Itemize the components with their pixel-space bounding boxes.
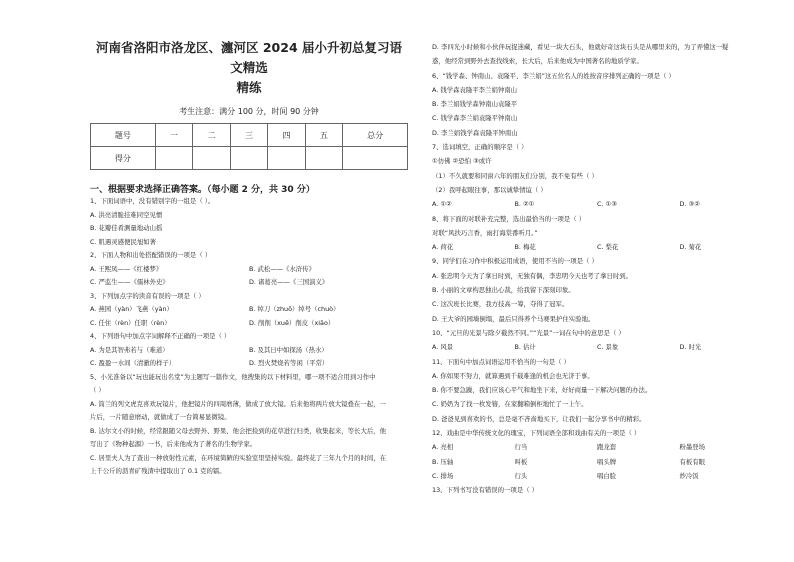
option: C. 钱学森李兰娟袁隆平钟南山 [432, 114, 518, 123]
score-cell[interactable] [230, 147, 267, 170]
option-continued: 写出了《物种起源》一书，后来他成为了著名的生物学家。 [90, 440, 257, 448]
score-header-row [91, 124, 408, 147]
question-13: 13、下列书写没有错误的一项是（ ） [432, 486, 539, 495]
option: B. 小丽的文章构思独出心裁，给我留下深刻印象。 [432, 286, 575, 295]
question-10: 10、“元旦的光景与除夕截然不同。”“光景”一词在句中的意思是（ ） [432, 328, 625, 337]
score-header-cell: 四 [268, 124, 305, 147]
option: B. 李兰娟钱学森钟南山袁隆平 [432, 100, 518, 109]
option: D. 爸爸见到喜欢的书，总是毫不吝啬地买下，让我们一起分享书中的精彩。 [432, 414, 646, 423]
option-word: B. 压轴 [432, 457, 454, 466]
score-header-cell: 总分 [343, 124, 408, 147]
score-value-row [91, 147, 408, 170]
option-continued: 惑，他经常到野外去查找线索，长大后，后来他成为中国著名的地质学家。 [432, 57, 643, 66]
option: B. ②① [514, 200, 535, 209]
question-3: 3、下列加点字的读音有误的一项是（ ） [90, 291, 205, 300]
option: D. 削削（xuē）削皮（xiāo） [249, 318, 335, 327]
score-header-cell: 五 [305, 124, 342, 147]
option-continued: 上千公斤的沥青矿残渣中提取出了 0.1 克的镭。 [90, 467, 226, 475]
score-cell[interactable] [193, 147, 230, 170]
option-word: 唱头牌 [597, 457, 617, 466]
title-line-2: 精练 [236, 80, 262, 95]
option: B. 武松——《水浒传》 [249, 264, 315, 273]
option: B. 估计 [514, 343, 536, 352]
option: C. 肌遇灵感便民旭如著 [90, 237, 157, 246]
option: D. 烈火焚烧若等闲（平常） [249, 359, 329, 367]
option-word: 叫板 [514, 457, 528, 466]
couplet: 对联“风扶巧言香，雨打海棠番听月。” [432, 228, 538, 237]
exam-note: 考生注意：满分 100 分，时间 90 分钟 [179, 107, 319, 116]
option: C. 景象 [597, 343, 619, 352]
option: B. 你不要急躁，我们应该心平气和地坐下来，好好商量一下解决问题的办法。 [432, 386, 652, 395]
option: B. 达尔文小的时候，经常跟随父母去野外、野果、他会把捡到的花草进行归类，收集起来，等长大后，他 [90, 426, 387, 435]
option-row [90, 276, 408, 290]
option-row [90, 357, 408, 371]
score-cell[interactable] [343, 147, 408, 170]
option-row [90, 344, 408, 358]
question-2: 2、下面人物和出处搭配错误的一项是（ ） [90, 251, 212, 259]
option: A. 张忠明今天为了拿日时到，无独有偶，李忠明今天也考了拿日时到。 [432, 271, 633, 280]
score-header-cell: 题号 [91, 124, 156, 147]
title-line-1: 河南省洛阳市洛龙区、瀍河区 2024 届小升初总复习语文精选 [96, 40, 402, 75]
option-row [432, 340, 762, 354]
option: A. 风景 [432, 343, 454, 352]
option: C. 盈盈一水间（清澈的样子） [90, 359, 176, 367]
option: D. 诸葛亮——《三国演义》 [249, 278, 329, 286]
option: A. 燕园（yàn）飞燕（yàn） [90, 305, 173, 313]
option-row [432, 197, 762, 211]
option: B. 绰刀（zhuō）绰号（chuò） [249, 305, 340, 313]
question-11: 11、下面句中加点词语运用不恰当的一句是（ ） [432, 357, 570, 366]
option-row [90, 317, 408, 331]
score-table [90, 123, 408, 170]
option: C. 这次班长比赛，我方技高一筹，夺得了冠军。 [432, 300, 569, 309]
option: A. 你如果不努力，就算遇到千载难逢的机会也无济于事。 [432, 371, 594, 380]
option: D. 菊花 [679, 243, 702, 252]
option: A. 筒兰的列文虎克喜欢玩镜片，他把镜片的四周磨薄，做成了放大镜。后来他将两片放大镜叠在一起，一 [90, 399, 386, 408]
question-1: 1、下面词语中，没有错别字的一组是（ ）。 [90, 197, 215, 205]
question-9: 9、同学们在习作中积极运用成语，使用不当的一项是（ ） [432, 257, 598, 266]
option-continued: 片后，一片随意磨动，就做成了一台简易显微镜。 [90, 413, 231, 421]
option: A. 荷花 [432, 243, 454, 252]
option-word: 唱白脸 [597, 471, 617, 480]
option-word: 粉墨登场 [679, 443, 706, 452]
option: C. 任住（rèn）任职（rèn） [90, 318, 171, 327]
score-cell[interactable] [268, 147, 305, 170]
question-5: 5、小光准备以“玩也能玩出名堂”为主题写一篇作文，他搜集的以下材料里，哪一项不适合用到习作中 [90, 372, 376, 381]
option: C. 奶奶为了找一枚发簪，在家翻箱倒柜地忙了一上午。 [432, 400, 588, 409]
option: C. 严监生——《儒林外史》 [90, 278, 169, 286]
option: A. 为是其智弗若与（难道） [90, 345, 169, 354]
option-word: 行当 [514, 443, 528, 452]
option: A. 洪亮清脆挂难同空见惯 [90, 210, 163, 219]
option: B. 梅花 [514, 243, 536, 252]
score-header-cell: 一 [155, 124, 192, 147]
option: D. 时光 [679, 343, 702, 352]
option: A. 王熙凤——《红楼梦》 [90, 264, 163, 273]
option-row [90, 303, 408, 317]
option-row [90, 263, 408, 277]
question-6: 6、“钱学森、钟南山、袁隆平、李兰娟”这五位名人的姓按音序排列正确的一项是（ ） [432, 71, 675, 80]
word-choices: ①仿佛 ②恐怕 ③或许 [432, 157, 492, 166]
right-column [432, 40, 762, 498]
section-heading: 一、根据要求选择正确答案。（每小题 2 分，共 30 分） [90, 185, 315, 195]
score-header-cell: 二 [193, 124, 230, 147]
question-7: 7、选词填空，正确的顺序是（ ） [432, 143, 528, 152]
left-column [90, 38, 408, 479]
page-title [90, 38, 408, 98]
option: A. ①② [432, 200, 452, 209]
question-12: 12、戏曲是中华传统文化的瑰宝，下列词语全部和戏曲有关的一项是（ ） [432, 429, 641, 438]
score-row-label: 得分 [91, 147, 156, 170]
option: B. 花瓣佳肴测量地动山摇 [90, 224, 163, 232]
option: D. ③② [679, 200, 700, 209]
option: C. ①③ [597, 200, 617, 209]
option-word: A. 亮相 [432, 443, 454, 452]
option: B. 及其日中如探汤（热水） [249, 345, 328, 354]
option: C. 梨花 [597, 243, 619, 252]
question-4: 4、下列语句中加点字词解释不正确的一项是（ ） [90, 332, 231, 340]
option: C. 居里夫人为了查出一种放射性元素，在环境简陋的实验室里坚持实验。最终花了三年九个月的时间，在 [90, 453, 387, 462]
answer-blank: （ ） [90, 386, 105, 394]
option: D. 李四光小时候和小伙伴玩捉迷藏，看见一块大石头，他就好奇这块石头是从哪里来的，为了弄懂这一疑 [432, 43, 729, 51]
option: A. 钱学森袁隆平李兰娟钟南山 [432, 85, 518, 94]
question-8: 8、将下面的对联补充完整，选出最恰当的一项是（ ） [432, 214, 586, 223]
score-cell[interactable] [305, 147, 342, 170]
option-word: 跑龙套 [597, 443, 617, 452]
option-row [432, 240, 762, 254]
option-row [432, 469, 762, 483]
option: D. 李兰娟钱学森袁隆平钟南山 [432, 128, 518, 137]
score-header-cell: 三 [230, 124, 267, 147]
option-word: 有板有眼 [679, 457, 706, 466]
option-row [432, 455, 762, 469]
option: D. 王大爷的园墙倒塌，最后只得养个马赛果护住实验地。 [432, 314, 595, 323]
option-row [432, 440, 762, 454]
score-cell[interactable] [155, 147, 192, 170]
option-word: 行头 [514, 471, 528, 480]
option-word: C. 排场 [432, 471, 454, 480]
sentence: （2）我呼起眼往事，那以诚挚情谊（ ） [432, 185, 547, 194]
sentence: （1）不久就要和同窗六年的朋友们分别，我不免有些（ ） [432, 171, 598, 180]
option-word: 炒冷饭 [679, 471, 699, 480]
